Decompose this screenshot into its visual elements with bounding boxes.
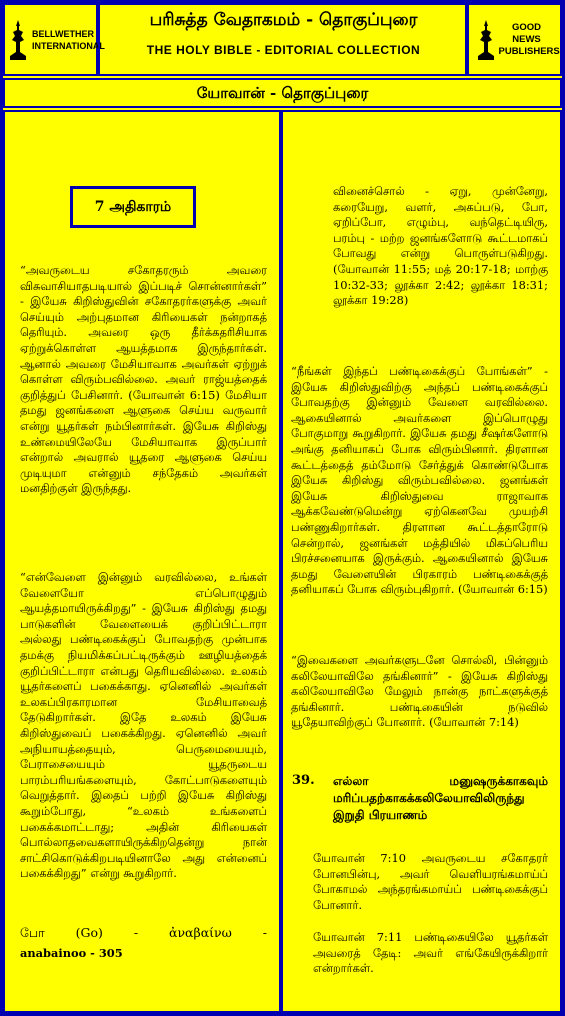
lamp-icon <box>475 18 497 62</box>
title-english: THE HOLY BIBLE - EDITORIAL COLLECTION <box>146 43 421 57</box>
greek-word-line: போ (Go) - ἀναβαίνω - <box>20 925 267 940</box>
left-paragraph-1: “அவருடைய சகோதரரும் அவரை விசுவாசியாதபடியால் இப்படிச் சொன்னார்கள்” - இயேசு கிறிஸ்துவின் சகோதரர்களுக்கு அவர் செய்யும் அற்புதமான கிரியைகள் நன்றாகத் தெரியும். அவரை ஒரு தீர்க்கதரிசியாக ஏற்றுக்கொள்ள ஆயத்தமாக இருந்தார்கள். ஆனால் அவரை மேசியாவாக அவர்கள் ஏற்றுக் கொள்ள விரும்பவில்லை. அவர் ராஜ்யத்தைக் குறித்துப் பேசினார். (யோவான் 6:15) மேசியா தமது ஜனங்களை ஆளுகை செய்ய வருவார் என்று யூதர்கள் நம்பினார்கள். இயேசு கிறிஸ்து உண்மையிலேயே மேசியாவாக இருப்பார் என்றால் அவரால் யூதரை ஆளுகை செய்ய முடியுமா என்னும் சந்தேகம் அவர்கள் மனதிற்குள் இருந்தது. <box>20 263 267 496</box>
chapter-label: 7 அதிகாரம் <box>70 186 196 228</box>
right-logo-text: GOOD NEWS PUBLISHERS <box>498 21 560 57</box>
left-paragraph-2: “என்வேளை இன்னும் வரவில்லை, உங்கள் வேளையோ எப்பொழுதும் ஆயத்தமாயிருக்கிறது” - இயேசு கிறிஸ்து தமது பாடுகளின் வேளையைக் குறிப்பிட்டாரா அல்லது பண்டிகைக்குப் போவதற்கு முன்பாக தமக்கு நியமிக்கப்பட்டிருக்கும் ஊழியத்தைக் குறிப்பிட்டாரா என்பது தெரியவில்லை. உலகம் யூதர்களைப் பகைக்காது. ஏனெனில் அவர்கள் உலகப்பிரகாரமான மேசியாவைத் தேடுகிறார்கள். இதே உலகம் இயேசு கிறிஸ்துவைப் பகைக்கிறது. ஏனெனில் அவர் அநியாயத்தையும், பெருமையையும், பேராசையையும் யூதருடைய பாரம்பரியங்களையும், கோட்பாடுகளையும் வெறுத்தார். இதைப் பற்றி இயேசு கிறிஸ்து கூறும்போது, “உலகம் உங்களைப் பகைக்கமாட்டாது; அதின் கிரியைகள் பொல்லாதவைகளாயிருக்கிறதென்று நான் சாட்சிகொடுக்கிறபடியினாலே அது என்னைப் பகைக்கிறது” என்று கூறுகிறார். <box>20 570 267 881</box>
right-paragraph-2: “நீங்கள் இந்தப் பண்டிகைக்குப் போங்கள்” - இயேசு கிறிஸ்துவிற்கு அந்தப் பண்டிகைக்குப் போவதற்கு இன்னும் வேளை வரவில்லை. ஆகையினால் அவர்களை இப்பொழுது போகுமாறு கூறுகிறார். இயேசு தமது சீஷர்களோடு அங்கு தனியாகப் போக விரும்பினார். திரளான கூட்டத்தைத் தம்மோடு சேர்த்துக் கொண்டுபோக இயேசு கிறிஸ்து விரும்பவில்லை. ஜனங்கள் இயேசு கிறிஸ்துவை ராஜாவாக ஆக்கவேண்டுமென்று ஏற்கெனவே முயற்சி பண்ணுகிறார்கள். திரளான கூட்டத்தாரோடு சென்றால், ஜனங்கள் மத்தியில் மிகப்பெரிய பிரச்சனையாக இருக்கும். ஆகையினால் இயேசு தமது வேளையின் பிரகாரம் பண்டிகைக்குத் தனியாகப் போக விரும்புகிறார். (யோவான் 6:15) <box>291 364 548 597</box>
section-heading: எல்லா மனுஷருக்காகவும் மரிப்பதற்காகக்கலிலேயாவிலிருந்து இறுதி பிரயாணம் <box>333 774 548 822</box>
strongs-line <box>20 946 267 962</box>
transliteration: anabainoo - 305 <box>20 946 123 960</box>
good-news-logo <box>467 3 562 76</box>
title-tamil: பரிசுத்த வேதாகமம் - தொகுப்புரை <box>149 10 418 30</box>
right-paragraph-1: வினைச்சொல் - ஏறு, முன்னேறு, கரையேறு, வளர், அகப்படு, போ, ஏறிப்போ, எழும்பு, வந்தெட்டியிரு, பரம்பு - மற்ற ஜனங்களோடு கூட்டமாகப் போவது என்று பொருள்படுகிறது. (யோவான் 11:55; மத் 20:17-18; மாற்கு 10:32-33; லூக்கா 2:42; லூக்கா 18:31; லூக்கா 19:28) <box>333 184 548 308</box>
right-paragraph-5: யோவான் 7:11 பண்டிகையிலே யூதர்கள் அவரைத் தேடி: அவர் எங்கேயிருக்கிறார் என்றார்கள். <box>313 930 548 976</box>
section-number: 39. <box>292 773 315 788</box>
right-paragraph-3: “இவைகளை அவர்களுடனே சொல்லி, பின்னும் கலிலேயாவிலே தங்கினார்” - இயேசு கிறிஸ்து கலிலேயாவிலே மேலும் நான்கு நாட்களுக்குத் தங்கினார். பண்டிகையின் நடுவில் யூதேயாவிற்குப் போனார். (யோவான் 7:14) <box>291 653 548 730</box>
right-paragraph-4: யோவான் 7:10 அவருடைய சகோதரர் போனபின்பு, அவர் வெளியரங்கமாய்ப் போகாமல் அந்தரங்கமாய்ப் பண்டிகைக்குப் போனார். <box>313 851 548 912</box>
left-logo-text: BELLWETHER INTERNATIONAL <box>32 28 105 51</box>
lamp-icon <box>7 18 29 62</box>
bellwether-logo <box>3 3 105 76</box>
subtitle-bar: யோவான் - தொகுப்புரை <box>3 78 562 108</box>
